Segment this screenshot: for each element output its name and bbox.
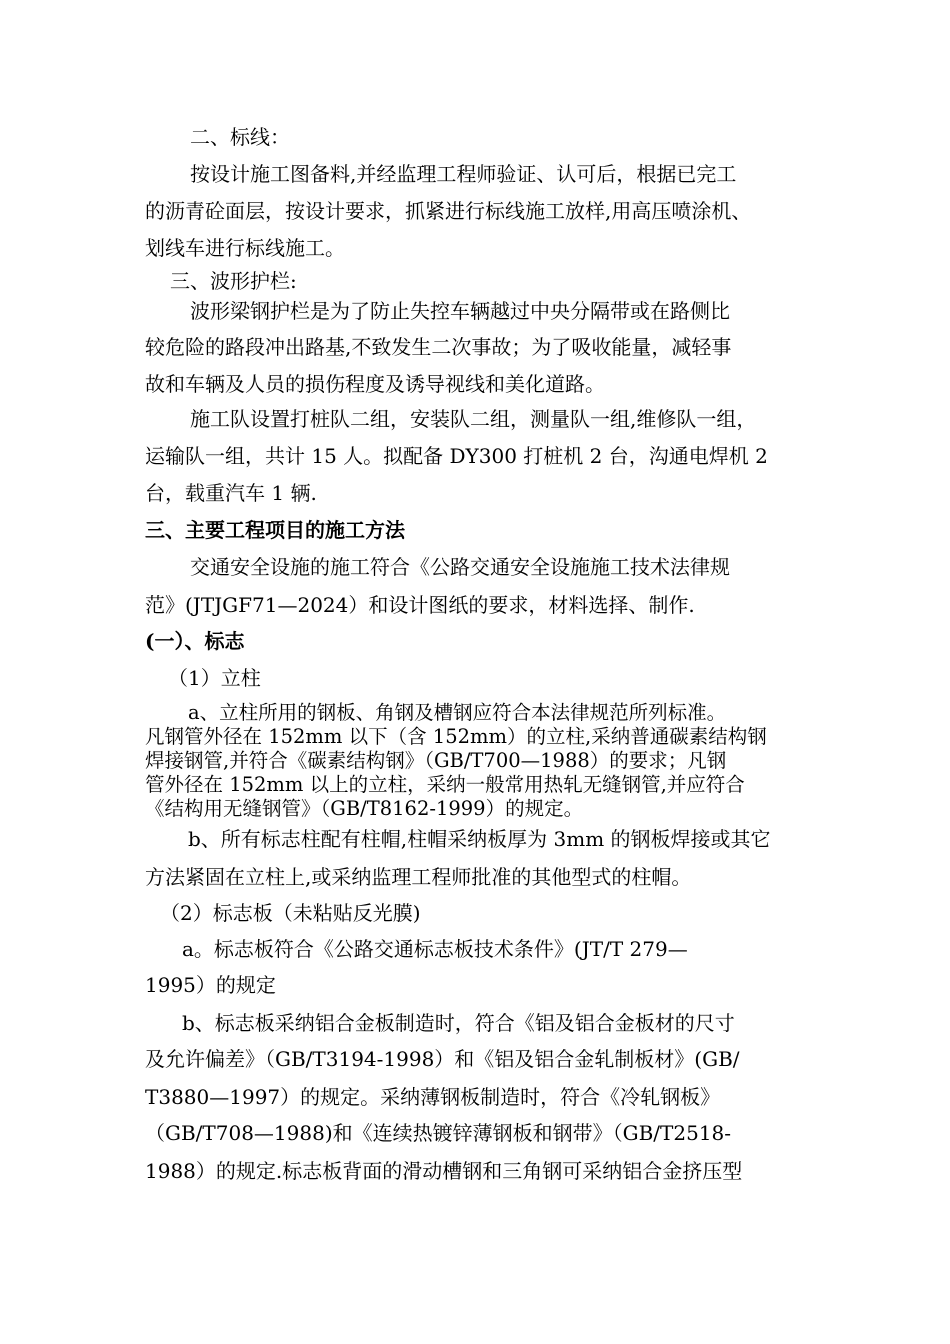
paragraph-line: 及允许偏差》（GB/T3194-1998）和《铝及铝合金轧制板材》(GB/ — [145, 1047, 740, 1071]
paragraph-line: 交通安全设施的施工符合《公路交通安全设施施工技术法律规 — [190, 555, 730, 579]
heading-guardrail: 三、波形护栏: — [170, 269, 297, 293]
paragraph-line: 施工队设置打桩队二组，安装队二组，测量队一组,维修队一组， — [190, 407, 757, 431]
paragraph-line: b、标志板采纳铝合金板制造时，符合《铝及铝合金板材的尺寸 — [182, 1011, 735, 1035]
paragraph-line: a。标志板符合《公路交通标志板技术条件》(JT/T 279— — [182, 937, 688, 961]
paragraph-line: 管外径在 152mm 以上的立柱，采纳一般常用热轧无缝钢管,并应符合 — [145, 773, 745, 796]
paragraph-line: 凡钢管外径在 152mm 以下（含 152mm）的立柱,采纳普通碳素结构钢 — [145, 725, 767, 748]
paragraph-line: T3880—1997）的规定。采纳薄钢板制造时，符合《冷轧钢板》 — [145, 1085, 721, 1109]
paragraph-line: 划线车进行标线施工。 — [145, 236, 345, 260]
heading-signs: (一）、标志 — [145, 629, 245, 653]
paragraph-line: a、立柱所用的钢板、角钢及槽钢应符合本法律规范所列标准。 — [188, 701, 727, 724]
paragraph-line: 故和车辆及人员的损伤程度及诱导视线和美化道路。 — [145, 372, 605, 396]
subheading-sign-panel: （2）标志板（未粘贴反光膜) — [160, 901, 421, 925]
paragraph-line: 台，载重汽车 1 辆. — [145, 481, 317, 505]
paragraph-line: 波形梁钢护栏是为了防止失控车辆越过中央分隔带或在路侧比 — [190, 299, 730, 323]
paragraph-line: 1988）的规定.标志板背面的滑动槽钢和三角钢可采纳铝合金挤压型 — [145, 1159, 743, 1183]
paragraph-line: 按设计施工图备料,并经监理工程师验证、认可后，根据已完工 — [190, 162, 737, 186]
paragraph-line: 的沥青砼面层，按设计要求，抓紧进行标线施工放样,用高压喷涂机、 — [145, 199, 752, 223]
paragraph-line: b、所有标志柱配有柱帽,柱帽采纳板厚为 3mm 的钢板焊接或其它 — [188, 827, 771, 851]
paragraph-line: （GB/T708—1988)和《连续热镀锌薄钢板和钢带》（GB/T2518- — [145, 1121, 732, 1145]
heading-construction-methods: 三、主要工程项目的施工方法 — [145, 518, 405, 542]
paragraph-line: 焊接钢管,并符合《碳素结构钢》（GB/T700—1988）的要求；凡钢 — [145, 749, 727, 772]
paragraph-line: 较危险的路段冲出路基,不致发生二次事故；为了吸收能量，减轻事 — [145, 335, 732, 359]
heading-markings: 二、标线： — [190, 125, 290, 149]
paragraph-line: 方法紧固在立柱上,或采纳监理工程师批准的其他型式的柱帽。 — [145, 865, 692, 889]
subheading-posts: （1）立柱 — [168, 666, 261, 690]
paragraph-line: 范》(JTJGF71—2024）和设计图纸的要求，材料选择、制作. — [145, 593, 695, 617]
paragraph-line: 1995）的规定 — [145, 973, 276, 997]
paragraph-line: 运输队一组，共计 15 人。拟配备 DY300 打桩机 2 台，沟通电焊机 2 — [145, 444, 768, 468]
paragraph-line: 《结构用无缝钢管》（GB/T8162-1999）的规定。 — [145, 797, 584, 820]
